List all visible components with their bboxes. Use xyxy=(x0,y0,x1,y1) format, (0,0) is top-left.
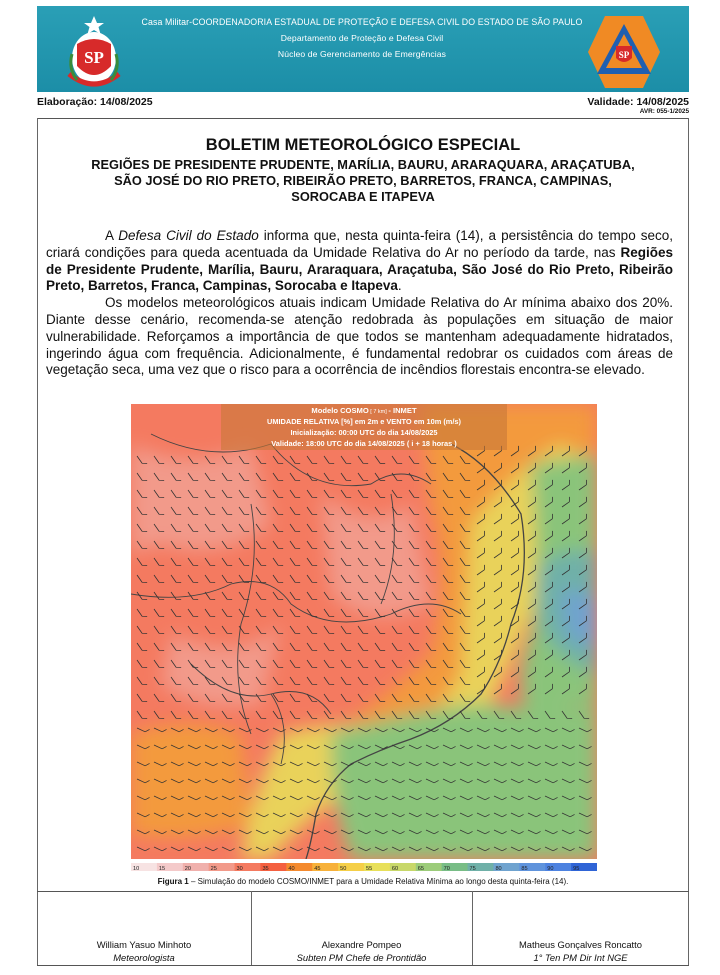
signatory-name: William Yasuo Minhoto xyxy=(96,939,192,950)
frame-top-rule xyxy=(37,118,689,119)
legend-label: 10 xyxy=(133,866,140,871)
legend-label: 30 xyxy=(236,866,243,871)
paragraph-1 xyxy=(46,228,673,295)
svg-text:SP: SP xyxy=(84,48,104,67)
signature-duty-chief xyxy=(251,938,472,964)
legend-label: 50 xyxy=(340,866,347,871)
bulletin-title: BOLETIM METEOROLÓGICO ESPECIAL xyxy=(205,136,521,154)
header-line-2: Departamento de Proteção e Defesa Civil xyxy=(280,33,444,43)
caption-text: – Simulação do modelo COSMO/INMET para a Umidade Relativa Mínima ao longo desta quinta-feira (14). xyxy=(188,877,569,886)
legend-label: 40 xyxy=(288,866,295,871)
legend-label: 65 xyxy=(417,866,425,871)
legend-label: 20 xyxy=(184,866,192,871)
figure-caption xyxy=(37,877,689,886)
legend-label: 95 xyxy=(573,866,580,871)
regions-line-1: REGIÕES DE PRESIDENTE PRUDENTE, MARÍLIA, BAURU, ARARAQUARA, ARAÇATUBA, xyxy=(91,157,635,172)
p1-text-e: . xyxy=(397,278,402,294)
avr-code: AVR: 055-1/2025 xyxy=(639,108,689,115)
signatory-name: Alexandre Pompeo xyxy=(321,939,402,950)
map-title-line-3: Inicialização: 00:00 UTC do dia 14/08/2025 xyxy=(290,428,438,437)
frame-right-rule xyxy=(688,118,689,966)
signatory-name: Matheus Gonçalves Roncatto xyxy=(519,939,642,950)
map-title-line-2: UMIDADE RELATIVA [%] em 2m e VENTO em 10m (m/s) xyxy=(267,417,461,426)
legend-label: 35 xyxy=(262,866,269,871)
p1-text-a: A xyxy=(105,228,119,243)
map-very-dry-zone-1 xyxy=(131,444,271,554)
legend-label: 70 xyxy=(443,866,450,871)
signatory-role: 1° Ten PM Dir Int NGE xyxy=(533,952,628,963)
signature-director xyxy=(472,938,689,964)
caption-label: Figura 1 xyxy=(157,877,189,886)
sao-paulo-seal-icon xyxy=(63,14,125,92)
signature-top-rule xyxy=(37,891,689,892)
legend-label: 60 xyxy=(391,866,399,871)
legend-label: 15 xyxy=(158,866,166,871)
frame-left-rule xyxy=(37,118,38,966)
map-title-line-4: Validade: 18:00 UTC do dia 14/08/2025 ( i + 18 horas ) xyxy=(271,439,457,448)
legend-label: 85 xyxy=(521,866,528,871)
regions-line-2: SÃO JOSÉ DO RIO PRETO, RIBEIRÃO PRETO, BARRETOS, FRANCA, CAMPINAS, xyxy=(114,173,612,188)
paragraph-2: Os modelos meteorológicos atuais indicam Umidade Relativa do Ar mínima abaixo dos 20%. Diante desse cenário, recomenda-se atenção redobrada às populações em situação de maior vulnerabilidade. Reforçamos a importância de que todos se mantenham adequadamente hidratados, ingerindo água com frequência. Adicionalmente, é fundamental redobrar os cuidados com áreas de vegetação seca, uma vez que o risco para a ocorrência de incêndios florestais encontra-se elevado. xyxy=(46,295,673,378)
legend-label: 75 xyxy=(469,866,476,871)
bulletin-body xyxy=(46,228,673,379)
signature-meteorologist xyxy=(37,938,251,964)
validity-date: Validade: 14/08/2025 xyxy=(587,96,689,108)
humidity-map xyxy=(131,404,597,871)
humidity-color-legend xyxy=(131,863,597,871)
regions-line-3: SOROCABA E ITAPEVA xyxy=(291,189,435,204)
header-banner xyxy=(37,6,689,92)
legend-label: 25 xyxy=(210,866,217,871)
svg-text:SP: SP xyxy=(618,50,630,60)
header-line-1: Casa Militar-COORDENADORIA ESTADUAL DE PROTEÇÃO E DEFESA CIVIL DO ESTADO DE SÃO PAULO xyxy=(141,17,583,27)
legend-label: 45 xyxy=(314,866,321,871)
bulletin-regions xyxy=(47,157,679,205)
legend-label: 55 xyxy=(366,866,373,871)
legend-label: 80 xyxy=(495,866,502,871)
p1-text-c: informa que, nesta quinta-feira (14), a persistência do tempo seco, criará condições para queda acentuada da Umidade Relativa do Ar no período da tarde, nas xyxy=(46,228,673,260)
legend-label: 90 xyxy=(547,866,554,871)
header-line-3: Núcleo de Gerenciamento de Emergências xyxy=(277,49,447,59)
elaboration-date: Elaboração: 14/08/2025 xyxy=(37,96,153,108)
p1-regions: Regiões de Presidente Prudente, Marília, Bauru, Araraquara, Araçatuba, São José do Rio Preto, Ribeirão Preto, Barretos, Franca, Campinas, Sorocaba e Itapeva xyxy=(46,244,673,294)
bulletin-page xyxy=(37,6,689,966)
humidity-map-figure xyxy=(131,404,597,871)
signature-bottom-rule xyxy=(37,965,689,966)
map-title-line-1: Modelo COSMO [ 7 km] - INMET xyxy=(311,406,417,415)
map-green-ocean-south xyxy=(331,704,597,859)
p1-agency: Defesa Civil do Estado xyxy=(118,228,259,243)
signatory-role: Subten PM Chefe de Prontidão xyxy=(296,952,427,963)
signatory-role: Meteorologista xyxy=(113,952,175,963)
defesa-civil-logo-icon xyxy=(587,14,661,90)
